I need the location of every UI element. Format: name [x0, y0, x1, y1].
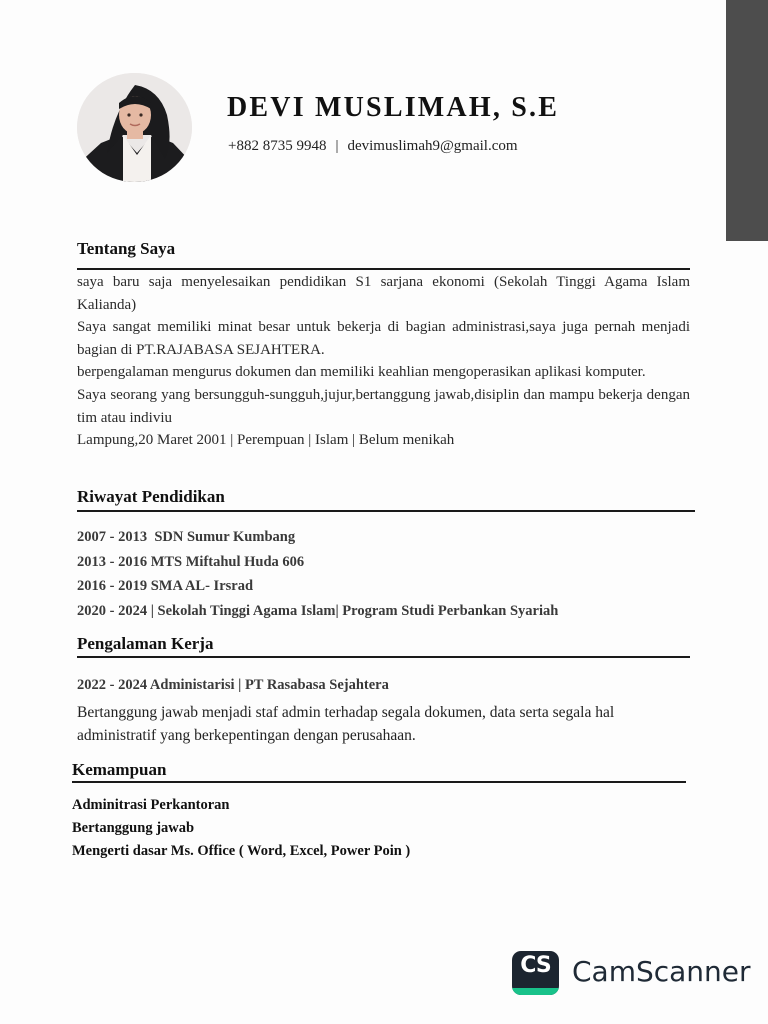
skill-item: Mengerti dasar Ms. Office ( Word, Excel, Power Poin ) — [72, 843, 411, 859]
work-position: 2022 - 2024 Administarisi | PT Rasabasa Sejahtera — [77, 677, 389, 693]
work-section-title: Pengalaman Kerja — [77, 634, 214, 653]
about-paragraph: Saya seorang yang bersungguh-sungguh,jujur,bertanggung jawab,disiplin dan mampu bekerja dengan tim atau indiviu — [77, 386, 690, 426]
contact-line — [228, 138, 518, 155]
education-item: 2007 - 2013 SDN Sumur Kumbang — [77, 529, 296, 545]
education-list — [77, 529, 558, 627]
education-section-title: Riwayat Pendidikan — [77, 487, 225, 506]
camscanner-watermark: CamScanner — [572, 955, 751, 988]
about-divider — [77, 268, 690, 270]
profile-photo — [77, 73, 192, 182]
work-divider — [77, 656, 690, 658]
logo-text: CS — [520, 953, 551, 978]
education-item: 2013 - 2016 MTS Miftahul Huda 606 — [77, 553, 305, 570]
about-section-title: Tentang Saya — [77, 239, 176, 258]
work-description: Bertanggung jawab menjadi staf admin terhadap segala dokumen, data serta segala hal administratif yang berkepentingan dengan perusahaan. — [77, 704, 615, 744]
about-paragraph: saya baru saja menyelesaikan pendidikan S1 sarjana ekonomi (Sekolah Tinggi Agama Islam Kalianda) — [77, 274, 690, 313]
skill-item: Bertanggung jawab — [72, 820, 195, 836]
education-divider — [77, 510, 695, 512]
email-address: devimuslimah9@gmail.com — [347, 138, 518, 154]
skills-list — [72, 797, 410, 866]
skills-section-title: Kemampuan — [72, 760, 167, 779]
about-paragraph: Saya sangat memiliki minat besar untuk bekerja di bagian administrasi,saya juga pernah menjadi bagian di PT.RAJABASA SEJAHTERA. — [77, 319, 690, 358]
logo-accent-stripe — [512, 988, 559, 995]
personal-info-line: Lampung,20 Maret 2001 | Perempuan | Islam | Belum menikah — [77, 432, 455, 449]
candidate-name: DEVI MUSLIMAH, S.E — [227, 92, 560, 123]
skill-item: Adminitrasi Perkantoran — [72, 797, 230, 813]
about-paragraph: berpengalaman mengurus dokumen dan memiliki keahlian mengoperasikan aplikasi komputer. — [77, 364, 646, 381]
education-item: 2016 - 2019 SMA AL- Irsrad — [77, 578, 254, 594]
decorative-side-bar — [726, 0, 768, 241]
phone-number: +882 8735 9948 — [228, 138, 327, 154]
camscanner-logo-icon — [512, 951, 559, 995]
skills-divider — [72, 781, 686, 783]
about-section — [77, 271, 690, 452]
education-item: 2020 - 2024 | Sekolah Tinggi Agama Islam| Program Studi Perbankan Syariah — [77, 602, 559, 619]
contact-separator: | — [335, 138, 339, 154]
